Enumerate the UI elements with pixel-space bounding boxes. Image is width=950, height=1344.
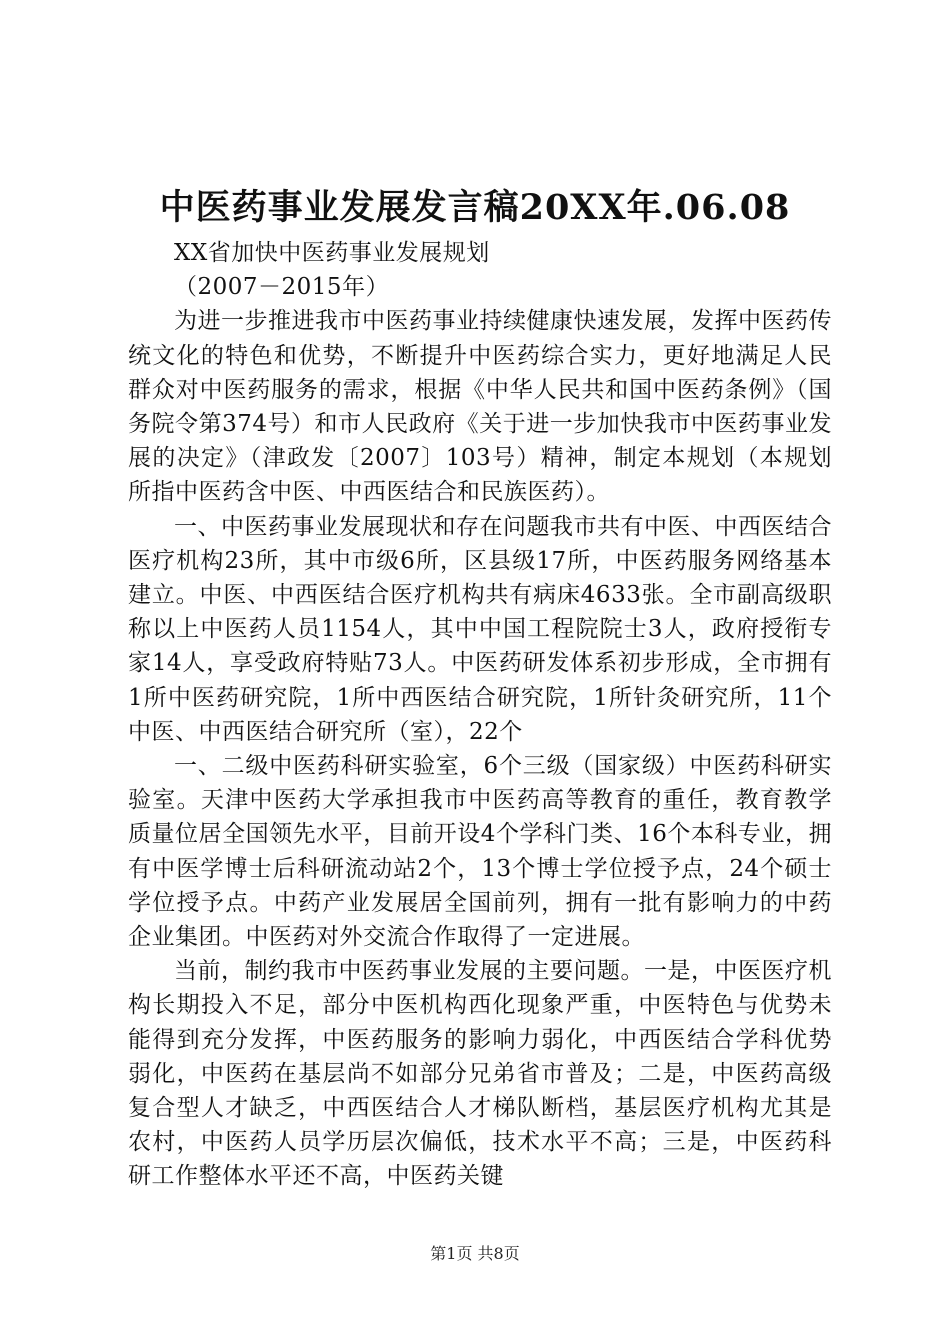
- paragraph: 一、二级中医药科研实验室，6个三级（国家级）中医药科研实验室。天津中医药大学承担我市中医药高等教育的重任，教育教学质量位居全国领先水平，目前开设4个学科门类、16个本科专业，拥有中医学博士后科研流动站2个，13个博士学位授予点，24个硕士学位授予点。中药产业发展居全国前列，拥有一批有影响力的中药企业集团。中医药对外交流合作取得了一定进展。: [128, 753, 832, 951]
- document-body: [128, 236, 832, 1194]
- document-title: 中医药事业发展发言稿20XX年.06.08: [159, 187, 791, 228]
- paragraph: 为进一步推进我市中医药事业持续健康快速发展，发挥中医药传统文化的特色和优势，不断提升中医药综合实力，更好地满足人民群众对中医药服务的需求，根据《中华人民共和国中医药条例》（国务院令第374号）和市人民政府《关于进一步加快我市中医药事业发展的决定》（津政发〔2007〕103号）精神，制定本规划（本规划所指中医药含中医、中西医结合和民族医药）。: [128, 308, 832, 506]
- paragraph: 一、中医药事业发展现状和存在问题我市共有中医、中西医结合医疗机构23所，其中市级6所，区县级17所，中医药服务网络基本建立。中医、中西医结合医疗机构共有病床4633张。全市副高级职称以上中医药人员1154人，其中中国工程院院士3人，政府授衔专家14人，享受政府特贴73人。中医药研发体系初步形成，全市拥有1所中医药研究院，1所中西医结合研究院，1所针灸研究所，11个中医、中西医结合研究所（室），22个: [128, 513, 832, 745]
- paragraph: 当前，制约我市中医药事业发展的主要问题。一是，中医医疗机构长期投入不足，部分中医机构西化现象严重，中医特色与优势未能得到充分发挥，中医药服务的影响力弱化，中西医结合学科优势弱化，中医药在基层尚不如部分兄弟省市普及；二是，中医药高级复合型人才缺乏，中西医结合人才梯队断档，基层医疗机构尤其是农村，中医药人员学历层次偏低，技术水平不高；三是，中医药科研工作整体水平还不高，中医药关键: [128, 958, 832, 1190]
- document-subtitle: XX省加快中医药事业发展规划: [174, 240, 490, 266]
- page-number-footer: 第1页 共8页: [430, 1244, 520, 1263]
- document-date-range: （2007－2015年）: [174, 274, 390, 301]
